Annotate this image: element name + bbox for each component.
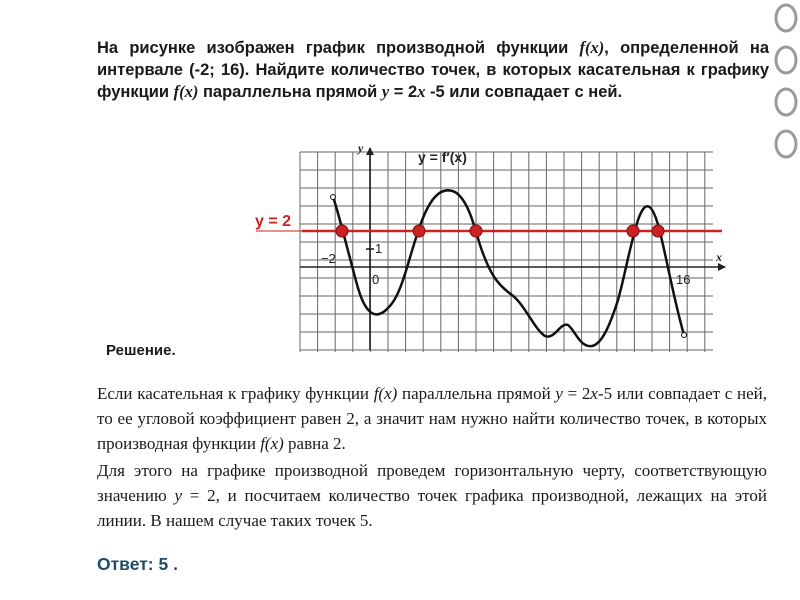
curve-start-point <box>331 195 336 200</box>
y-axis-label: y <box>358 141 364 155</box>
coordinate-grid <box>300 152 713 352</box>
curve-label: y = f′(x) <box>418 149 467 165</box>
problem-statement: На рисунке изображен график производной функции f(x), определенной на интервале (-2; 16). Найдите количество точек, в которых касательная к графику функции f(x) параллельна прямой y = 2x -5 или совпадает с ней. <box>97 38 769 101</box>
derivative-curve <box>333 190 684 346</box>
intersection-point <box>652 225 664 237</box>
intersection-point <box>336 225 348 237</box>
solution-text <box>97 381 767 535</box>
answer: Ответ: 5 . <box>97 554 178 574</box>
tick-label-16: 16 <box>676 272 691 287</box>
line-label: y = 2 <box>255 213 292 230</box>
tick-label-minus-2: −2 <box>321 251 336 266</box>
tick-label-0: 0 <box>372 272 380 287</box>
curve-end-point <box>682 333 687 338</box>
intersection-point <box>627 225 639 237</box>
solution-paragraph-2: Для этого на графике производной проведем горизонтальную черту, соответствующую значению y = 2, и посчитаем количество точек графика производной, лежащих на этой линии. В нашем случае таких точек 5. <box>97 461 767 530</box>
tick-label-1: 1 <box>375 241 383 256</box>
solution-paragraph-1: Если касательная к графику функции f(x) параллельна прямой y = 2x-5 или совпадает с ней, то ее угловой коэффициент равен 2, а значит нам нужно найти количество точек, в которых производная функции f(x) равна 2. <box>97 384 767 453</box>
solution-title: Решение. <box>106 342 176 359</box>
intersection-point <box>413 225 425 237</box>
x-axis-label: x <box>716 250 722 264</box>
intersection-point <box>470 225 482 237</box>
derivative-graph <box>250 135 730 357</box>
